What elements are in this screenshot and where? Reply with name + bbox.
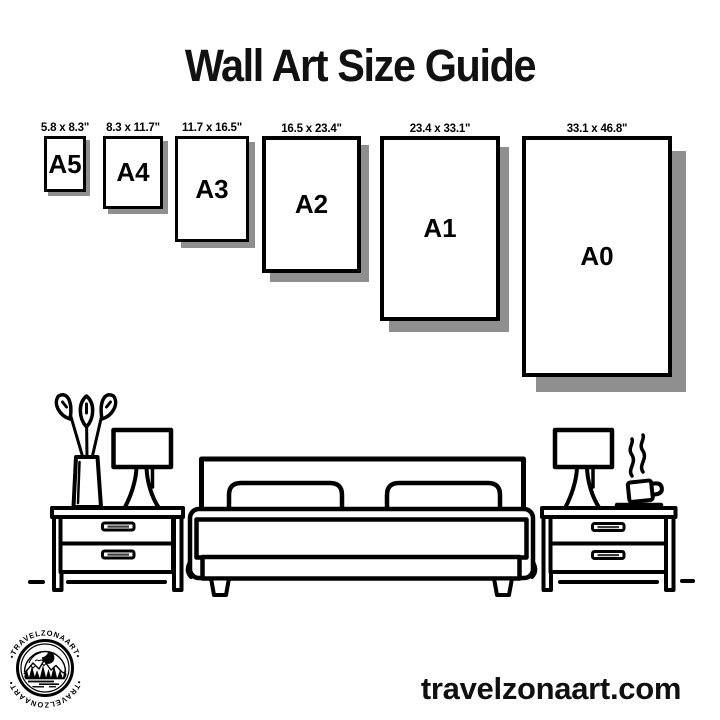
bed-base <box>203 557 520 579</box>
page-title: Wall Art Size Guide <box>184 40 536 91</box>
size-code-a0: A0 <box>580 241 614 271</box>
size-box-a5 <box>40 122 90 192</box>
plant-icon <box>56 395 115 507</box>
size-code-a5: A5 <box>48 148 82 179</box>
website-url: travelzonaart.com <box>420 671 682 706</box>
water-lines <box>28 681 59 688</box>
bed-foot-left <box>211 579 229 596</box>
nightstand-left-icon <box>52 508 183 590</box>
size-box-a2 <box>262 123 361 273</box>
size-code-a1: A1 <box>423 213 457 243</box>
floor-line <box>30 581 693 582</box>
logo-ring-text-top: •TRAVELZONAART• <box>7 628 83 660</box>
size-dims-a4: 8.3 x 11.7" <box>106 122 160 134</box>
size-dims-a2: 16.5 x 23.4" <box>281 123 342 135</box>
size-dims-a0: 33.1 x 46.8" <box>566 123 628 135</box>
size-code-a3: A3 <box>195 173 229 204</box>
size-box-a3 <box>175 122 249 242</box>
table-lamp-left-icon <box>114 430 172 508</box>
size-box-a1 <box>380 123 500 321</box>
logo-mountain-scene <box>22 651 68 687</box>
size-box-a0 <box>522 123 672 377</box>
size-box-a4 <box>103 122 163 209</box>
nightstand-right-icon <box>542 508 676 590</box>
coffee-cup-icon <box>617 435 663 505</box>
bed-icon <box>188 459 536 595</box>
brand-logo <box>1 624 89 712</box>
size-dims-a1: 23.4 x 33.1" <box>409 123 471 135</box>
bed-foot-right <box>494 579 512 596</box>
mattress <box>197 520 527 558</box>
size-code-a4: A4 <box>116 157 150 187</box>
size-dims-a3: 11.7 x 16.5" <box>182 122 242 134</box>
size-code-a2: A2 <box>294 189 329 219</box>
table-lamp-right-icon <box>555 430 612 508</box>
bedroom-illustration <box>0 378 720 605</box>
logo-ring-text-bottom: •TRAVELZONAART• <box>6 679 84 710</box>
size-dims-a5: 5.8 x 8.3" <box>40 122 90 134</box>
